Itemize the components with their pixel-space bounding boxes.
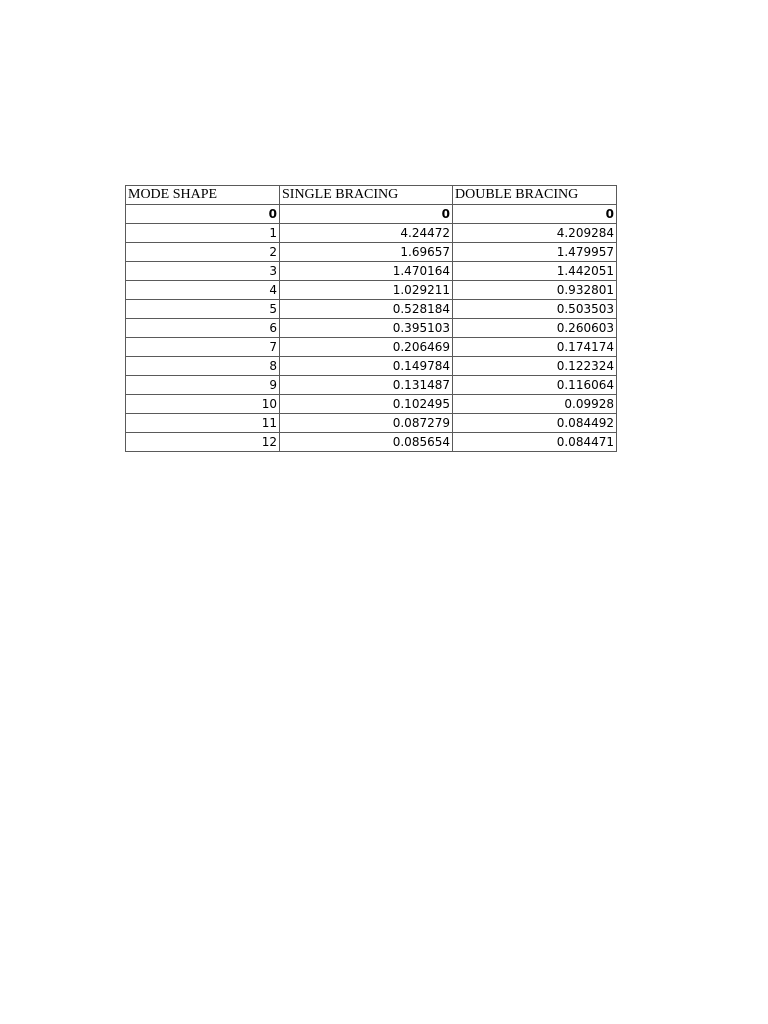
single-bracing-cell: 0.102495: [280, 395, 453, 414]
table-body: [126, 205, 617, 452]
single-bracing-cell: 1.69657: [280, 243, 453, 262]
header-single-bracing: SINGLE BRACING: [280, 186, 453, 205]
table-row: [126, 357, 617, 376]
single-bracing-cell: 0.085654: [280, 433, 453, 452]
mode-shape-cell: 7: [126, 338, 280, 357]
table-row: [126, 243, 617, 262]
header-double-bracing: DOUBLE BRACING: [453, 186, 617, 205]
single-bracing-cell: 4.24472: [280, 224, 453, 243]
table-row: [126, 414, 617, 433]
single-bracing-cell: 0: [280, 205, 453, 224]
mode-shape-cell: 12: [126, 433, 280, 452]
double-bracing-cell: 0.503503: [453, 300, 617, 319]
double-bracing-cell: 0.260603: [453, 319, 617, 338]
single-bracing-cell: 0.528184: [280, 300, 453, 319]
mode-shape-cell: 2: [126, 243, 280, 262]
table-row: [126, 281, 617, 300]
mode-shape-table: [125, 185, 617, 452]
table-row: [126, 395, 617, 414]
table-row: [126, 338, 617, 357]
single-bracing-cell: 0.087279: [280, 414, 453, 433]
double-bracing-cell: 0.174174: [453, 338, 617, 357]
table-row: [126, 300, 617, 319]
double-bracing-cell: 0.09928: [453, 395, 617, 414]
double-bracing-cell: 1.442051: [453, 262, 617, 281]
table-row: [126, 433, 617, 452]
single-bracing-cell: 0.206469: [280, 338, 453, 357]
header-mode-shape: MODE SHAPE: [126, 186, 280, 205]
mode-shape-cell: 9: [126, 376, 280, 395]
mode-shape-cell: 1: [126, 224, 280, 243]
mode-shape-cell: 6: [126, 319, 280, 338]
table-row: [126, 205, 617, 224]
single-bracing-cell: 1.470164: [280, 262, 453, 281]
double-bracing-cell: 0.084471: [453, 433, 617, 452]
table-header-row: [126, 186, 617, 205]
mode-shape-cell: 4: [126, 281, 280, 300]
table-row: [126, 224, 617, 243]
double-bracing-cell: 4.209284: [453, 224, 617, 243]
mode-shape-cell: 10: [126, 395, 280, 414]
double-bracing-cell: 0.084492: [453, 414, 617, 433]
double-bracing-cell: 1.479957: [453, 243, 617, 262]
single-bracing-cell: 0.131487: [280, 376, 453, 395]
mode-shape-cell: 11: [126, 414, 280, 433]
double-bracing-cell: 0.932801: [453, 281, 617, 300]
double-bracing-cell: 0: [453, 205, 617, 224]
mode-shape-cell: 0: [126, 205, 280, 224]
table-row: [126, 262, 617, 281]
mode-shape-cell: 5: [126, 300, 280, 319]
mode-shape-cell: 8: [126, 357, 280, 376]
table-row: [126, 376, 617, 395]
single-bracing-cell: 0.149784: [280, 357, 453, 376]
table-row: [126, 319, 617, 338]
mode-shape-cell: 3: [126, 262, 280, 281]
single-bracing-cell: 0.395103: [280, 319, 453, 338]
double-bracing-cell: 0.122324: [453, 357, 617, 376]
single-bracing-cell: 1.029211: [280, 281, 453, 300]
double-bracing-cell: 0.116064: [453, 376, 617, 395]
